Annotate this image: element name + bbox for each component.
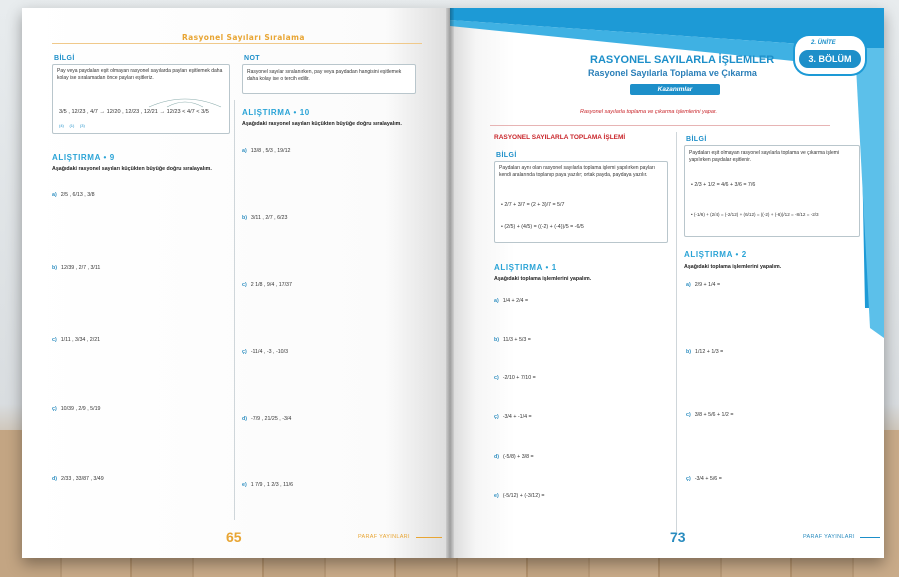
alistirma-9-title: ALIŞTIRMA • 9 <box>52 153 115 162</box>
bilgi-2-box <box>684 145 860 237</box>
right-page <box>450 8 884 558</box>
kazanim-text: Rasyonel sayılarla toplama ve çıkarma işlemlerini yapar. <box>580 109 718 115</box>
alistirma-10-item-c: c) 2 1/8 , 9/4 , 17/37 <box>242 282 292 288</box>
bilgi-1-title: BİLGİ <box>496 152 517 159</box>
bilgi-text: Pay veya paydaları eşit olmayan rasyonel sayılarda payları eşitlemek daha kolay ise sıralamadan önce payları eşitleriz. <box>57 68 223 81</box>
bilgi-2-title: BİLGİ <box>686 136 707 143</box>
footer-rule <box>416 537 442 538</box>
alistirma-1-item-b: b) 11/3 + 5/3 = <box>494 337 531 343</box>
alistirma-1-item-e: e) (-5/12) + (-3/12) = <box>494 493 545 499</box>
alistirma-1-item-c: c) -2/10 + 7/10 = <box>494 375 536 381</box>
left-page <box>22 8 450 558</box>
column-divider <box>234 100 235 520</box>
bilgi-example: 3/5 , 12/23 , 4/7 → 12/20 , 12/23 , 12/21 → 12/23 < 4/7 < 3/5 <box>59 109 209 115</box>
bilgi-title: BİLGİ <box>54 55 75 62</box>
section-title: RASYONEL SAYILARLA TOPLAMA İŞLEMİ <box>494 134 626 141</box>
alistirma-9-item-c2: ç) 10/39 , 2/9 , 5/19 <box>52 406 101 412</box>
alistirma-1-item-c2: ç) -3/4 + -1/4 = <box>494 414 532 420</box>
bilgi-2-example-1: • 2/3 + 1/2 = 4/6 + 3/6 = 7/6 <box>691 182 756 188</box>
alistirma-10-item-a: a) 13/8 , 5/3 , 19/12 <box>242 148 291 154</box>
alistirma-10-instruction: Aşağıdaki rasyonel sayıları küçükten büyüğe doğru sıralayalım. <box>242 121 402 127</box>
bilgi-1-example-1: • 2/7 + 3/7 = (2 + 3)/7 = 5/7 <box>501 202 565 208</box>
kazanimlar-label: Kazanımlar <box>630 84 720 95</box>
alistirma-10-title: ALIŞTIRMA • 10 <box>242 108 310 117</box>
unit-badge <box>795 36 865 74</box>
bilgi-1-box <box>494 161 668 243</box>
not-text: Rasyonel sayılar sıralanırken, pay veya paydadan hangisini eşitlemek daha kolay ise o tercih edilir. <box>247 69 402 82</box>
bilgi-2-example-2: • (-1/6) + (2/4) = (-2/12) + (6/12) = ((-2) + (-6))/12 = -8/12 = -2/3 <box>691 212 819 217</box>
alistirma-9-item-b: b) 12/39 , 2/7 , 3/11 <box>52 265 101 271</box>
alistirma-2-item-b: b) 1/12 + 1/3 = <box>686 349 724 355</box>
page-number: 65 <box>226 529 242 545</box>
bilgi-2-text: Paydaları eşit olmayan rasyonel sayılarla toplama ve çıkarma işlemi yapılırken paydalar eşitlenir. <box>689 150 840 163</box>
alistirma-1-item-d: d) (-5/8) + 3/8 = <box>494 454 534 460</box>
publisher: PARAF YAYINLARI <box>358 534 410 540</box>
alistirma-2-item-c: c) 3/8 + 5/6 + 1/2 = <box>686 412 734 418</box>
bilgi-box <box>52 64 230 134</box>
bilgi-multipliers: (4) (1) (3) <box>59 123 85 128</box>
alistirma-2-title: ALIŞTIRMA • 2 <box>684 250 747 259</box>
book-spine-shadow <box>446 8 454 558</box>
alistirma-1-item-a: a) 1/4 + 2/4 = <box>494 298 529 304</box>
bilgi-1-example-2: • (2/5) + (4/5) = ((-2) + (-4))/5 = -6/5 <box>501 224 584 230</box>
page-number-right: 73 <box>670 529 686 545</box>
not-box <box>242 64 416 94</box>
alistirma-9-item-c: c) 1/11 , 3/34 , 2/21 <box>52 337 101 343</box>
alistirma-1-instruction: Aşağıdaki toplama işlemlerini yapalım. <box>494 276 592 282</box>
open-book <box>22 8 884 558</box>
bilgi-1-text: Paydaları aynı olan rasyonel sayılarla toplama işlemi yapılırken payları kendi aralarında toplanıp paya yazılır; ortak payda, paydaya yazılır. <box>499 165 655 178</box>
subtitle: Rasyonel Sayılarla Toplama ve Çıkarma <box>588 68 757 78</box>
header-rule <box>52 43 422 44</box>
alistirma-2-instruction: Aşağıdaki toplama işlemlerini yapalım. <box>684 264 782 270</box>
alistirma-2-item-a: a) 2/9 + 1/4 = <box>686 282 721 288</box>
page-header: Rasyonel Sayıları Sıralama <box>182 33 305 42</box>
main-title: RASYONEL SAYILARLA İŞLEMLER <box>590 54 775 66</box>
alistirma-10-item-c2: ç) -11/4 , -3 , -10/3 <box>242 349 289 355</box>
section-label: 3. BÖLÜM <box>799 50 861 68</box>
kazanim-rule <box>490 125 830 126</box>
footer-rule-right <box>860 537 880 538</box>
alistirma-1-title: ALIŞTIRMA • 1 <box>494 263 557 272</box>
unit-label: 2. ÜNİTE <box>811 40 836 46</box>
alistirma-10-item-b: b) 3/11 , 2/7 , 6/23 <box>242 215 288 221</box>
alistirma-10-item-e: e) 1 7/9 , 1 2/3 , 11/6 <box>242 482 294 488</box>
publisher-right: PARAF YAYINLARI <box>803 534 855 540</box>
alistirma-10-item-d: d) -7/9 , 21/25 , -3/4 <box>242 416 292 422</box>
alistirma-9-item-d: d) 2/33 , 33/87 , 3/49 <box>52 476 104 482</box>
alistirma-9-instruction: Aşağıdaki rasyonel sayıları küçükten büyüğe doğru sıralayalım. <box>52 166 212 172</box>
alistirma-2-item-c2: ç) -3/4 + 5/6 = <box>686 476 722 482</box>
comparison-arcs <box>145 95 225 109</box>
alistirma-9-item-a: a) 2/5 , 6/13 , 3/8 <box>52 192 95 198</box>
column-divider-right <box>676 132 677 532</box>
not-title: NOT <box>244 55 260 62</box>
